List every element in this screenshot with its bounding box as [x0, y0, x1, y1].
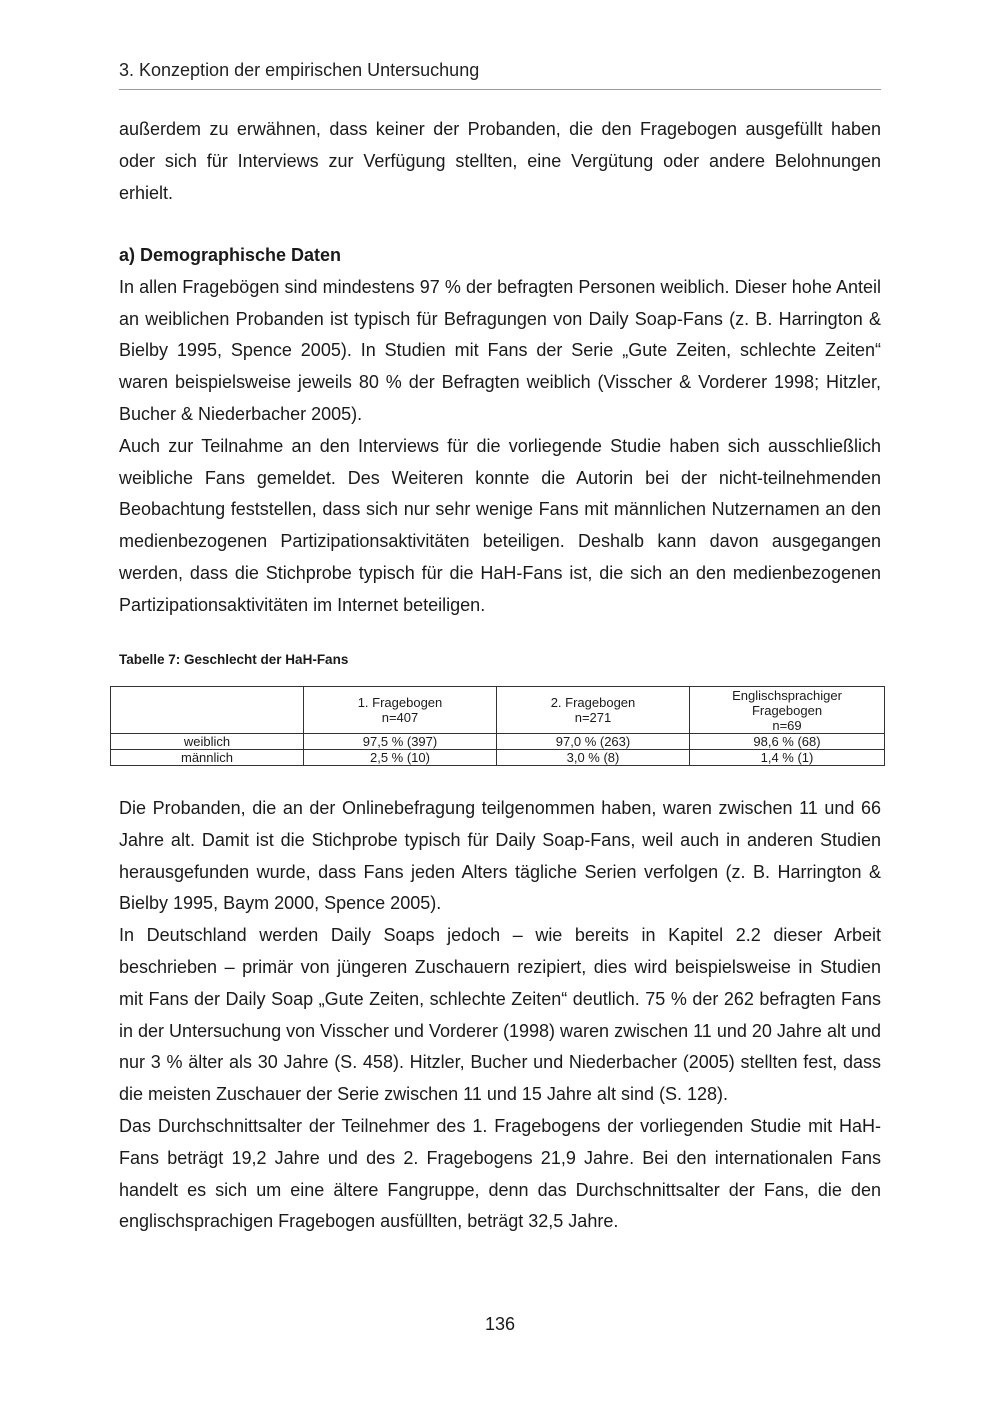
header-line: Englischsprachiger [732, 687, 842, 703]
header-line: Fragebogen [751, 702, 823, 718]
header-line: 2. Fragebogen [550, 695, 636, 710]
table-cell: 97,0 % (263) [497, 734, 690, 750]
table-caption: Tabelle 7: Geschlecht der HaH-Fans [119, 652, 349, 667]
table-cell: 97,5 % (397) [304, 734, 497, 750]
table-row [111, 734, 885, 750]
paragraph: Das Durchschnittsalter der Teilnehmer des 1. Fragebogens der vorliegenden Studie mit HaH-Fans beträgt 19,2 Jahre und des 2. Fragebogens 21,9 Jahre. Bei den internationalen Fans handelt es sich um eine ältere Fangruppe, denn das Durchschnittsalter der Fans, die den englischsprachigen Fragebogen ausfüllten, beträgt 32,5 Jahre. [119, 1115, 881, 1232]
table-header-cell [497, 687, 690, 734]
paragraph: außerdem zu erwähnen, dass keiner der Probanden, die den Fragebogen ausgefüllt haben oder sich für Interviews zur Verfügung stellten, eine Vergütung oder andere Belohnungen erhielt. [119, 119, 881, 203]
paragraph: In allen Fragebögen sind mindestens 97 % der befragten Personen weiblich. Dieser hohe Anteil an weiblichen Probanden ist typisch für Befragungen von Daily Soap-Fans (z. B. Harrington & Bielby 1995, Spence 2005). In Studien mit Fans der Serie „Gute Zeiten, schlechte Zeiten“ waren beispielsweise jeweils 80 % der Befragten weiblich (Visscher & Vorderer 1998; Hitzler, Bucher & Niederbacher 2005). [119, 276, 881, 424]
header-line: n=271 [574, 710, 612, 725]
table-cell: 1,4 % (1) [690, 750, 885, 766]
running-header: 3. Konzeption der empirischen Untersuchung [119, 60, 480, 80]
table-header-row [111, 687, 885, 734]
page-number: 136 [484, 1314, 516, 1334]
paragraph: In Deutschland werden Daily Soaps jedoch – wie bereits in Kapitel 2.2 dieser Arbeit beschrieben – primär von jüngeren Zuschauern rezipiert, dies wird beispielsweise in Studien mit Fans der Daily Soap „Gute Zeiten, schlechte Zeiten“ deutlich. 75 % der 262 befragten Fans in der Untersuchung von Visscher und Vorderer (1998) waren zwischen 11 und 20 Jahre alt und nur 3 % älter als 30 Jahre (S. 458). Hitzler, Bucher und Niederbacher (2005) stellten fest, dass die meisten Zuschauer der Serie zwischen 11 und 15 Jahre alt sind (S. 128). [119, 925, 881, 1105]
paragraph: Die Probanden, die an der Onlinebefragung teilgenommen haben, waren zwischen 11 und 66 Jahre alt. Damit ist die Stichprobe typisch für Daily Soap-Fans, weil auch in anderen Studien herausgefunden wurde, dass Fans jeden Alters tägliche Serien verfolgen (z. B. Harrington & Bielby 1995, Baym 2000, Spence 2005). [119, 798, 881, 914]
row-label-cell: weiblich [111, 734, 304, 750]
header-divider [119, 89, 881, 90]
table-row [111, 750, 885, 766]
table-header-cell [690, 687, 885, 734]
table-cell: 98,6 % (68) [690, 734, 885, 750]
gender-table [110, 686, 885, 766]
header-line: 1. Fragebogen [357, 695, 443, 710]
section-heading: a) Demographische Daten [119, 245, 342, 265]
age-text-block [119, 793, 881, 1238]
table-cell: 3,0 % (8) [497, 750, 690, 766]
paragraph: Auch zur Teilnahme an den Interviews für die vorliegende Studie haben sich ausschließlich weibliche Fans gemeldet. Des Weiteren konnte die Autorin bei der nicht-teilnehmenden Beobachtung feststellen, dass sich nur sehr wenige Fans mit männlichen Nutzernamen an den medienbezogenen Partizipationsaktivitäten beteiligen. Deshalb kann davon ausgegangen werden, dass die Stichprobe typisch für die HaH-Fans ist, die sich an den medienbezogenen Partizipationsaktivitäten im Internet beteiligen. [119, 435, 881, 615]
table-header-cell [111, 687, 304, 734]
table-header-cell [304, 687, 497, 734]
header-line: n=407 [381, 710, 419, 725]
demographics-section [119, 240, 881, 622]
header-line: n=69 [772, 717, 802, 733]
row-label-cell: männlich [111, 750, 304, 766]
intro-text-block [119, 114, 881, 209]
table-cell: 2,5 % (10) [304, 750, 497, 766]
